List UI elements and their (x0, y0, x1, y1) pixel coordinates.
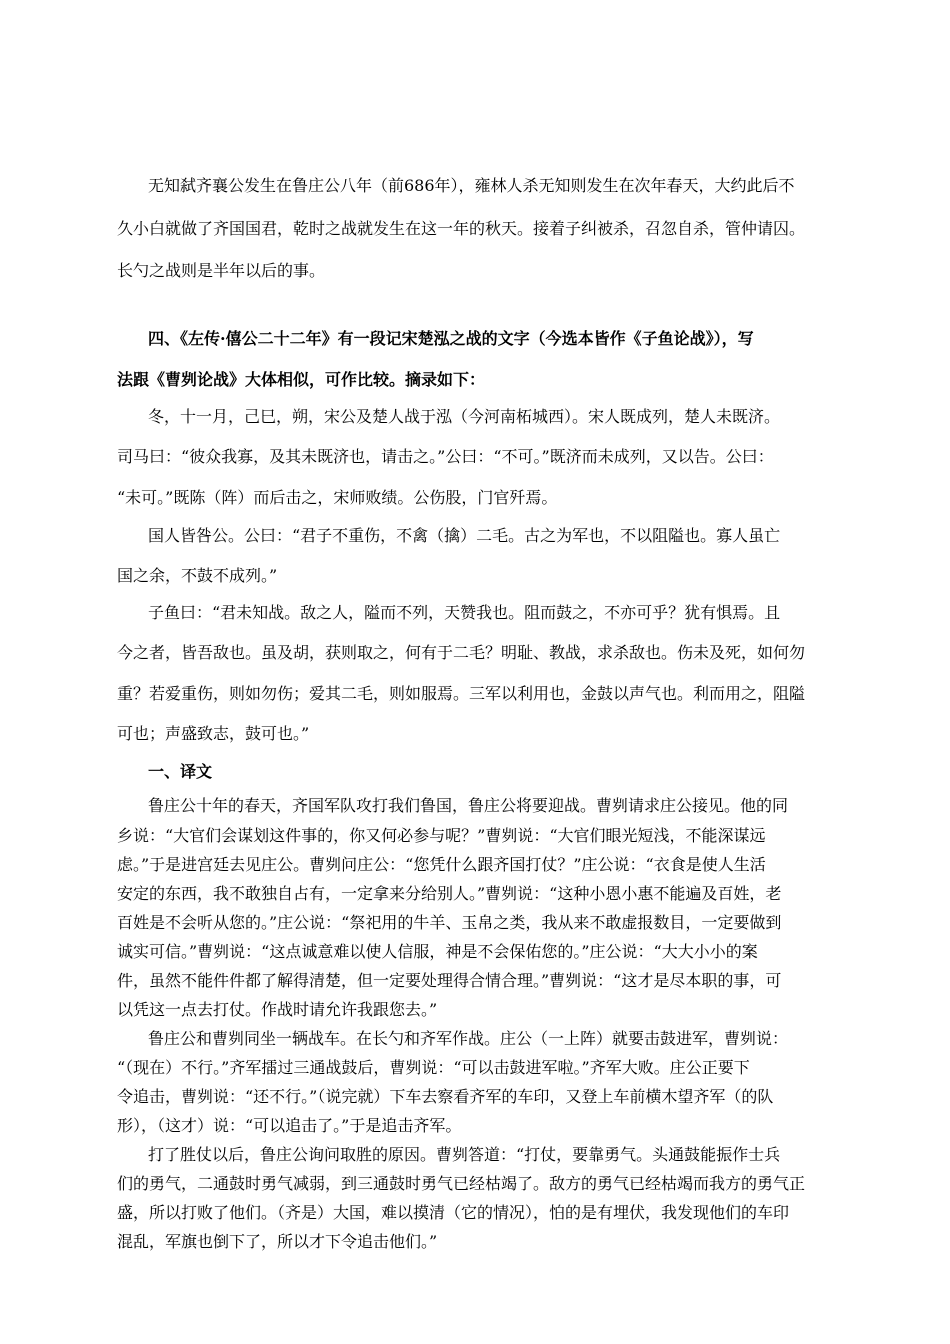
translation-line: 们的勇气，二通鼓时勇气减弱，到三通鼓时勇气已经枯竭了。敌方的勇气已经枯竭而我方的勇气正 (117, 1174, 806, 1193)
excerpt-line: 冬，十一月，己巳，朔，宋公及楚人战于泓（今河南柘城西）。宋人既成列，楚人未既济。 (148, 407, 781, 426)
excerpt-line: 重？若爱重伤，则如勿伤；爱其二毛，则如服焉。三军以利用也，金鼓以声气也。利而用之，阻隘 (117, 684, 806, 703)
paragraph-line: 无知弑齐襄公发生在鲁庄公八年（前686年），雍林人杀无知则发生在次年春天，大约此后不 (148, 176, 795, 195)
translation-line: 件，虽然不能件件都了解得清楚，但一定要处理得合情合理。”曹刿说：“这才是尽本职的事，可 (117, 971, 782, 990)
paragraph-line: 长勺之战则是半年以后的事。 (117, 261, 326, 280)
excerpt-line: 子鱼曰：“君未知战。敌之人，隘而不列，天赞我也。阻而鼓之，不亦可乎？犹有惧焉。且 (148, 603, 781, 622)
translation-line: 鲁庄公和曹刿同坐一辆战车。在长勺和齐军作战。庄公（一上阵）就要击鼓进军，曹刿说： (148, 1029, 789, 1048)
translation-line: 打了胜仗以后，鲁庄公询问取胜的原因。曹刿答道：“打仗，要靠勇气。头通鼓能振作士兵 (148, 1145, 781, 1164)
excerpt-line: “未可。”既陈（阵）而后击之，宋师败绩。公伤股，门官歼焉。 (117, 488, 558, 507)
translation-line: 鲁庄公十年的春天，齐国军队攻打我们鲁国，鲁庄公将要迎战。曹刿请求庄公接见。他的同 (148, 796, 789, 815)
translation-line: 形），（这才）说：“可以追击了。”于是追击齐军。 (117, 1116, 462, 1135)
excerpt-line: 国之余，不鼓不成列。” (117, 566, 278, 585)
translation-line: 诚实可信。”曹刿说：“这点诚意难以使人信服，神是不会保佑您的。”庄公说：“大大小小的案 (117, 942, 758, 961)
translation-line: 虑。”于是进宫廷去见庄公。曹刿问庄公：“您凭什么跟齐国打仗？”庄公说：“衣食是使人生活 (117, 855, 766, 874)
excerpt-line: 司马曰：“彼众我寡，及其未既济也，请击之。”公曰：“不可。”既济而未成列，又以告。公曰： (117, 447, 774, 466)
translation-title: 一、译文 (148, 762, 213, 781)
translation-line: “（现在）不行。”齐军擂过三通战鼓后，曹刿说：“可以击鼓进军啦。”齐军大败。庄公正要下 (117, 1058, 750, 1077)
translation-line: 安定的东西，我不敢独自占有，一定拿来分给别人。”曹刿说：“这种小恩小惠不能遍及百姓，老 (117, 884, 782, 903)
translation-line: 百姓是不会听从您的。”庄公说：“祭祀用的牛羊、玉帛之类，我从来不敢虚报数目，一定要做到 (117, 913, 782, 932)
excerpt-line: 国人皆咎公。公曰：“君子不重伤，不禽（擒）二毛。古之为军也，不以阻隘也。寡人虽亡 (148, 526, 781, 545)
paragraph-line: 久小白就做了齐国国君，乾时之战就发生在这一年的秋天。接着子纠被杀，召忽自杀，管仲请囚。 (117, 219, 806, 238)
translation-line: 以凭这一点去打仗。作战时请允许我跟您去。” (117, 1000, 438, 1019)
section-heading: 四、《左传·僖公二十二年》有一段记宋楚泓之战的文字（今选本皆作《子鱼论战》），写 (148, 329, 754, 348)
translation-line: 混乱，军旗也倒下了，所以才下令追击他们。” (117, 1232, 438, 1251)
excerpt-line: 可也；声盛致志，鼓可也。” (117, 724, 310, 743)
translation-line: 乡说：“大官们会谋划这件事的，你又何必参与呢？”曹刿说：“大官们眼光短浅，不能深谋远 (117, 826, 766, 845)
section-heading: 法跟《曹刿论战》大体相似，可作比较。摘录如下： (117, 370, 486, 389)
translation-line: 盛，所以打败了他们。（齐是）大国，难以摸清（它的情况），怕的是有埋伏，我发现他们的车印 (117, 1203, 790, 1222)
translation-line: 令追击，曹刿说：“还不行。”（说完就）下车去察看齐军的车印，又登上车前横木望齐军（的队 (117, 1087, 774, 1106)
excerpt-line: 今之者，皆吾敌也。虽及胡，获则取之，何有于二毛？明耻、教战，求杀敌也。伤未及死，如何勿 (117, 643, 806, 662)
